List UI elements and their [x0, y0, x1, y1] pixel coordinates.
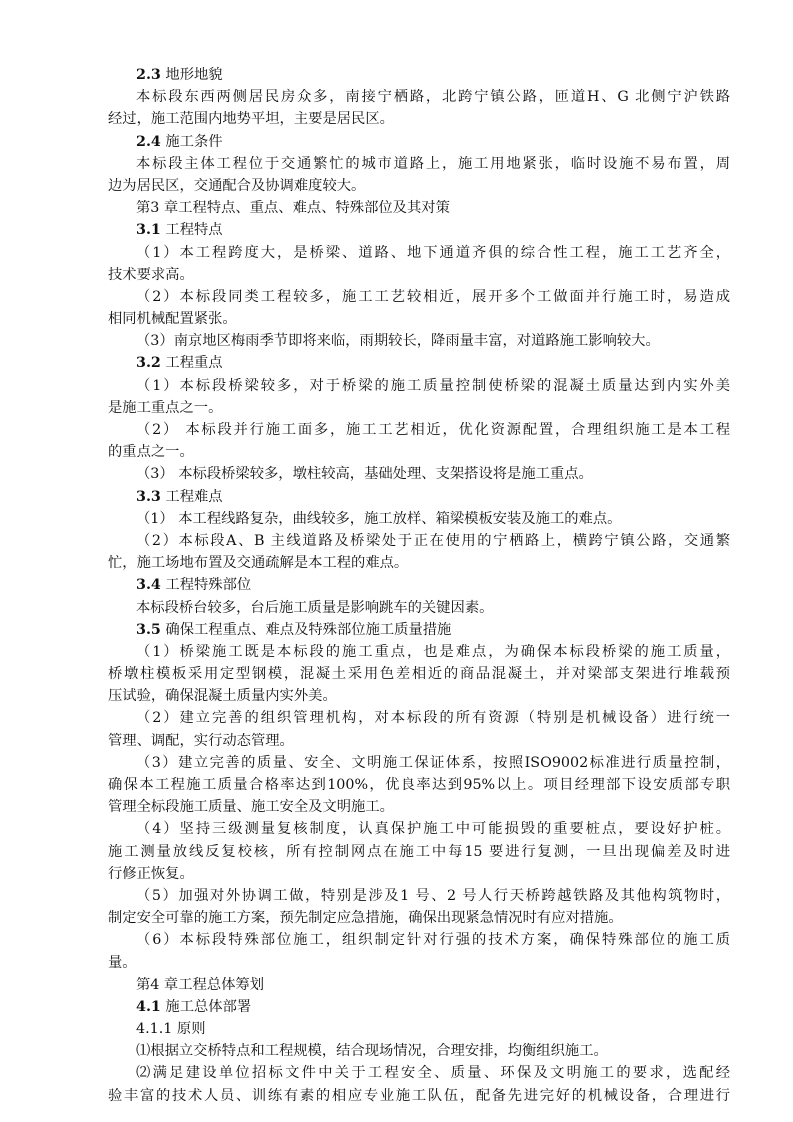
- section-heading: [108, 219, 730, 241]
- text-line: [108, 707, 730, 729]
- text-line: [108, 885, 730, 907]
- text-line: [108, 419, 730, 441]
- text-line: [108, 175, 730, 197]
- document-page: [108, 64, 730, 1107]
- text-line: [108, 907, 730, 929]
- text-line: [108, 197, 730, 219]
- line-text: ⑴根据立交桥特点和工程规模，结合现场情况，合理安排，均衡组织施工。: [136, 1043, 608, 1060]
- text-line: [108, 841, 730, 863]
- section-number: 3.2: [136, 355, 161, 372]
- section-number: 2.3: [136, 67, 161, 83]
- text-line: [108, 641, 730, 663]
- text-line: [108, 1085, 730, 1107]
- line-text: 忙，施工场地布置及交通疏解是本工程的难点。: [108, 555, 409, 572]
- text-line: [108, 441, 730, 463]
- line-text: 本标段东西两侧居民房众多，南接宁栖路，北跨宁镇公路，匝道H、G 北侧宁沪铁路: [136, 89, 730, 106]
- section-number: 3.1: [136, 222, 161, 239]
- line-text: 本标段主体工程位于交通繁忙的城市道路上，施工用地紧张，临时设施不易布置，周: [136, 155, 730, 172]
- line-text: 管理全标段施工质量、施工安全及文明施工。: [108, 799, 394, 816]
- line-text: 4.1.1 原则: [136, 1021, 206, 1038]
- line-text: 桥墩柱模板采用定型钢模，混凝土采用色差相近的商品混凝土，并对梁部支架进行堆载预: [108, 666, 730, 683]
- line-text: 行修正恢复。: [108, 865, 194, 882]
- text-line: [108, 308, 730, 330]
- text-line: [108, 685, 730, 707]
- section-title: 施工条件: [160, 133, 223, 150]
- line-text: （2）本标段同类工程较多，施工工艺较相近，展开多个工做面并行施工时，易造成: [136, 288, 730, 305]
- text-line: [108, 375, 730, 397]
- section-title: 工程特点: [160, 222, 223, 239]
- line-text: （3）南京地区梅雨季节即将来临，雨期较长，降雨量丰富，对道路施工影响较大。: [136, 333, 660, 350]
- section-number: 4.1: [136, 998, 161, 1015]
- section-heading: [108, 486, 730, 508]
- text-line: [108, 1062, 730, 1084]
- line-text: （1） 本工程线路复杂，曲线较多，施工放样、箱梁模板安装及施工的难点。: [136, 510, 622, 527]
- text-line: [108, 774, 730, 796]
- text-line: [108, 242, 730, 264]
- line-text: （4）坚持三级测量复核制度，认真保护施工中可能损毁的重要桩点，要设好护桩。: [136, 821, 730, 838]
- line-text: 管理、调配，实行动态管理。: [108, 732, 294, 749]
- text-line: [108, 663, 730, 685]
- line-text: （2）建立完善的组织管理机构，对本标段的所有资源（特别是机械设备）进行统一: [136, 710, 730, 727]
- line-text: 制定安全可靠的施工方案，预先制定应急措施，确保出现紧急情况时有应对措施。: [108, 910, 623, 927]
- line-text: 施工测量放线反复校核，所有控制网点在施工中每15 要进行复测，一旦出现偏差及时进: [108, 843, 730, 860]
- text-line: [108, 752, 730, 774]
- line-text: （1）桥梁施工既是本标段的施工重点，也是难点，为确保本标段桥梁的施工质量，: [136, 643, 730, 660]
- section-heading: [108, 352, 730, 374]
- line-text: 压试验，确保混凝土质量内实外美。: [108, 688, 337, 705]
- line-text: （2） 本标段并行施工面多，施工工艺相近，优化资源配置，合理组织施工是本工程: [136, 422, 730, 438]
- line-text: 经过，施工范围内地势平坦，主要是居民区。: [108, 111, 394, 128]
- section-heading: [108, 574, 730, 596]
- text-line: [108, 1040, 730, 1062]
- line-text: 确保本工程施工质量合格率达到100%，优良率达到95%以上。项目经理部下设安质部专职: [108, 777, 730, 793]
- section-title: 确保工程重点、难点及特殊部位施工质量措施: [160, 621, 452, 638]
- text-line: [108, 730, 730, 752]
- section-title: 工程特殊部位: [160, 577, 252, 594]
- line-text: 量。: [108, 954, 137, 971]
- text-line: [108, 974, 730, 996]
- line-text: 的重点之一。: [108, 444, 194, 461]
- line-text: 第3 章工程特点、重点、难点、特殊部位及其对策: [136, 200, 450, 217]
- line-text: （6）本标段特殊部位施工，组织制定针对行强的技术方案，确保特殊部位的施工质: [136, 932, 730, 949]
- section-title: 工程难点: [160, 488, 223, 505]
- text-line: [108, 796, 730, 818]
- text-line: [108, 530, 730, 552]
- line-text: 验丰富的技术人员、训练有素的相应专业施工队伍，配备先进完好的机械设备，合理进行: [108, 1087, 730, 1104]
- text-line: [108, 86, 730, 108]
- section-number: 3.5: [136, 621, 161, 638]
- line-text: 是施工重点之一。: [108, 399, 223, 416]
- text-line: [108, 863, 730, 885]
- text-line: [108, 597, 730, 619]
- section-title: 施工总体部署: [160, 998, 252, 1015]
- section-number: 3.4: [136, 577, 161, 594]
- line-text: 技术要求高。: [108, 266, 194, 283]
- section-number: 2.4: [136, 133, 161, 150]
- text-line: [108, 552, 730, 574]
- text-line: [108, 818, 730, 840]
- line-text: （1）本工程跨度大，是桥梁、道路、地下通道齐俱的综合性工程，施工工艺齐全，: [136, 244, 730, 261]
- text-line: [108, 463, 730, 485]
- text-line: [108, 330, 730, 352]
- text-line: [108, 508, 730, 530]
- section-number: 3.3: [136, 488, 161, 505]
- text-line: [108, 108, 730, 130]
- section-heading: [108, 619, 730, 641]
- text-line: [108, 153, 730, 175]
- line-text: （2）本标段A、B 主线道路及桥梁处于正在使用的宁栖路上，横跨宁镇公路，交通繁: [136, 532, 730, 549]
- line-text: （1）本标段桥梁较多，对于桥梁的施工质量控制使桥梁的混凝土质量达到内实外美: [136, 377, 730, 394]
- text-line: [108, 264, 730, 286]
- line-text: 相同机械配置紧张。: [108, 311, 237, 328]
- section-title: 工程重点: [160, 355, 223, 372]
- line-text: （5）加强对外协调工做，特别是涉及1 号、2 号人行天桥跨越铁路及其他构筑物时，: [136, 887, 730, 904]
- section-title: 地形地貌: [160, 67, 223, 83]
- text-line: [108, 929, 730, 951]
- section-heading: [108, 996, 730, 1018]
- text-line: [108, 397, 730, 419]
- text-line: [108, 286, 730, 308]
- line-text: （3）建立完善的质量、安全、文明施工保证体系，按照ISO9002标准进行质量控制，: [136, 754, 730, 771]
- line-text: 边为居民区，交通配合及协调难度较大。: [108, 177, 366, 194]
- text-line: [108, 952, 730, 974]
- line-text: ⑵满足建设单位招标文件中关于工程安全、质量、环保及文明施工的要求，选配经: [136, 1065, 730, 1082]
- line-text: 第4 章工程总体筹划: [136, 976, 265, 993]
- text-line: [108, 1018, 730, 1040]
- line-text: 本标段桥台较多，台后施工质量是影响跳车的关键因素。: [136, 599, 494, 616]
- section-heading: [108, 64, 730, 86]
- section-heading: [108, 131, 730, 153]
- line-text: （3） 本标段桥梁较多，墩柱较高，基础处理、支架搭设将是施工重点。: [136, 466, 593, 483]
